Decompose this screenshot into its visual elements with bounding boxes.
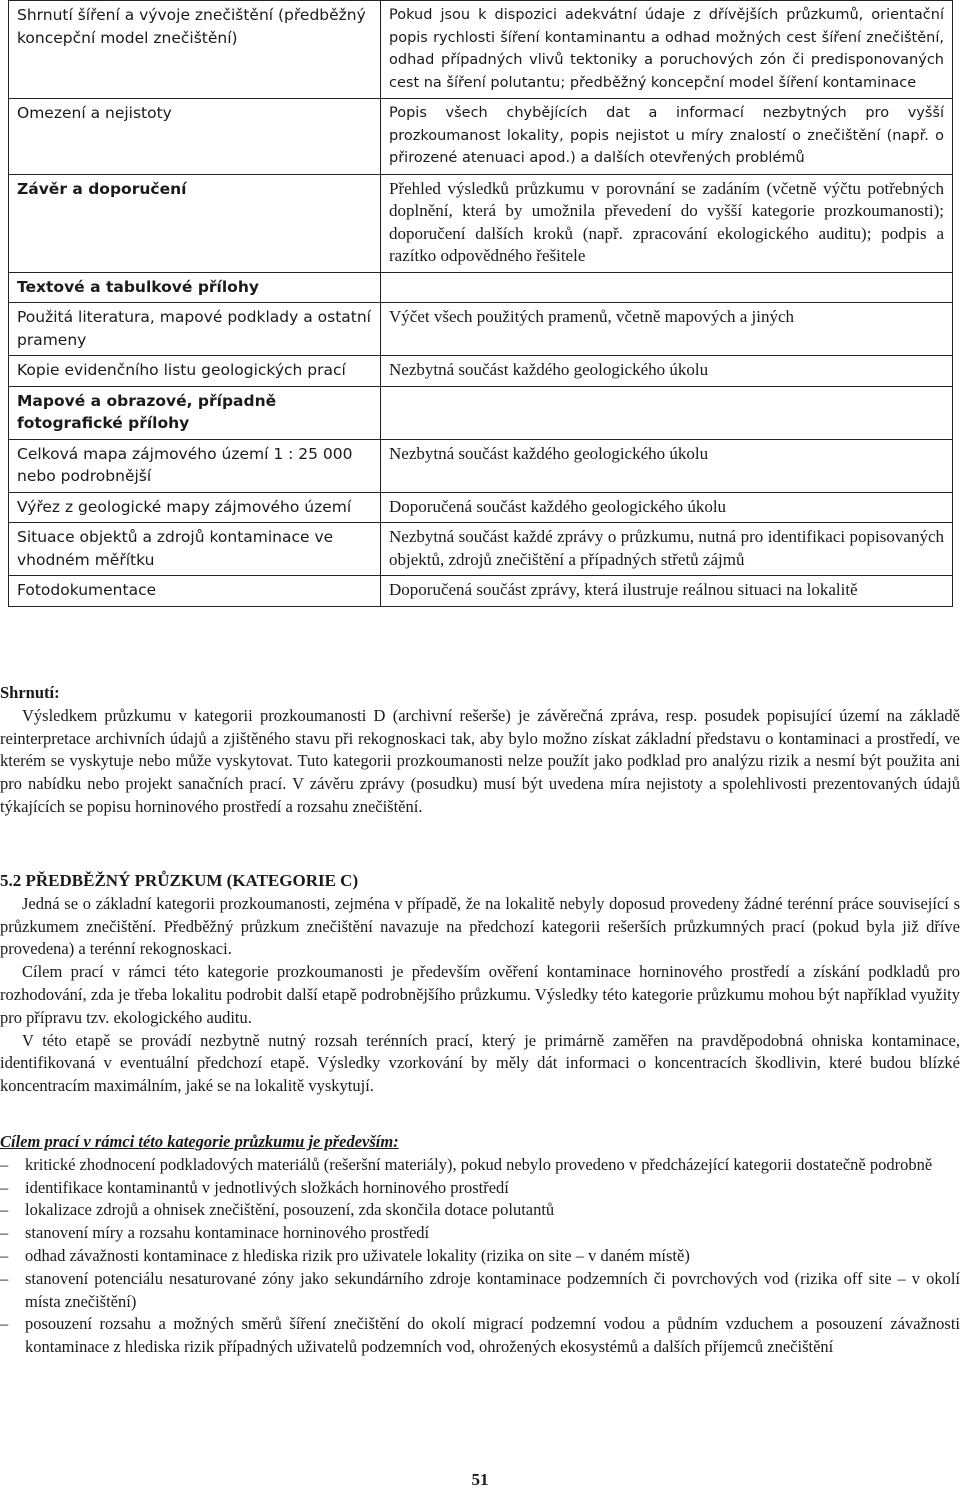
table-cell-item: Shrnutí šíření a vývoje znečištění (předběžný koncepční model znečištění) [9,1,381,99]
table-row [9,386,953,439]
table-cell-item: Použitá literatura, mapové podklady a ostatní prameny [9,303,381,356]
table-row [9,303,953,356]
table-cell-item: Závěr a doporučení [9,174,381,272]
goals-block [0,1131,960,1359]
goals-list [0,1154,960,1359]
table-row [9,439,953,492]
list-item-text: stanovení potenciálu nesaturované zóny jako sekundárního zdroje kontaminace podzemních či povrchových vod (rizika off site – v okolí místa znečištění) [25,1268,960,1311]
list-item-text: identifikace kontaminantů v jednotlivých složkách horninového prostředí [25,1177,509,1197]
table-cell-description: Nezbytná součást každého geologického úkolu [381,356,953,387]
table-cell-description [381,272,953,303]
table-row [9,356,953,387]
table-cell-item: Mapové a obrazové, případně fotografické přílohy [9,386,381,439]
dash-bullet: – [0,1154,9,1174]
list-item [0,1177,960,1200]
dash-bullet: – [0,1177,9,1197]
list-item-text: posouzení rozsahu a možných směrů šíření znečištění do okolí migrací podzemní vodou a půdním vzduchem a posouzení závažnosti kontaminace z hlediska rizik případných uživatelů podzemních vod, ohrožených ekosystémů a dalších příjemců znečištění [25,1314,960,1357]
list-item [0,1245,960,1268]
table-cell-description: Přehled výsledků průzkumu v porovnání se zadáním (včetně výčtu potřebných doplnění, která by umožnila převedení do vyšší kategorie prozkoumanosti); doporučení dalších kroků (např. zpracování ekologického auditu); podpis a razítko odpovědného řešitele [381,174,953,272]
table-row [9,174,953,272]
list-item [0,1222,960,1245]
summary-block [0,682,960,819]
report-contents-table-body [9,1,953,607]
dash-bullet: – [0,1223,9,1243]
table-cell-item: Kopie evidenčního listu geologických prací [9,356,381,387]
table-cell-description: Pokud jsou k dispozici adekvátní údaje z dřívějších průzkumů, orientační popis rychlosti šíření kontaminantu a odhad možných cest šíření znečištění, odhad případných vlivů tektoniky a poruchových zón či predisponovaných cest na šíření polutantu; předběžný koncepční model šíření kontaminace [381,1,953,99]
table-row [9,272,953,303]
table-cell-description: Nezbytná součást každé zprávy o průzkumu, nutná pro identifikaci popisovaných objektů, zdrojů znečištění a případných střetů zájmů [381,523,953,576]
table-cell-description [381,386,953,439]
list-item [0,1268,960,1314]
table-cell-item: Výřez z geologické mapy zájmového území [9,492,381,523]
summary-heading: Shrnutí: [0,683,60,702]
table-row [9,523,953,576]
report-contents-table [8,0,953,607]
table-row [9,1,953,99]
section-heading: 5.2 PŘEDBĚŽNÝ PRŮZKUM (KATEGORIE C) [0,871,359,890]
list-item-text: stanovení míry a rozsahu kontaminace horninového prostředí [25,1223,430,1243]
list-item [0,1313,960,1359]
section-paragraph: Cílem prací v rámci této kategorie prozkoumanosti je především ověření kontaminace horninového prostředí a získání podkladů pro rozhodování, zda je třeba lokalitu podrobit další etapě podrobnějšího průzkumu. Výsledky této kategorie průzkumu mohou být například využity pro přípravu tzv. ekologického auditu. [0,962,960,1027]
list-item [0,1154,960,1177]
dash-bullet: – [0,1245,9,1265]
dash-bullet: – [0,1314,9,1334]
section-paragraph: V této etapě se provádí nezbytně nutný rozsah terénních prací, který je primárně zaměřen na pravděpodobná ohniska kontaminace, identifikovaná v eventuální předchozí etapě. Výsledky vzorkování by měly dát informaci o koncentracích škodlivin, které budou blízké koncentracím maximálním, jaké se na lokalitě vyskytují. [0,1030,960,1096]
section-paragraph: Jedná se o základní kategorii prozkoumanosti, zejména v případě, že na lokalitě nebyly doposud provedeny žádné terénní práce související s průzkumem znečištění. Předběžný průzkum znečištění navazuje na předchozí kategorii rešerších průzkumných prací (pokud byla již dříve provedena) a terénní rekognoskaci. [0,893,960,959]
table-cell-item: Situace objektů a zdrojů kontaminace ve vhodném měřítku [9,523,381,576]
table-row [9,576,953,607]
table-cell-description: Výčet všech použitých pramenů, včetně mapových a jiných [381,303,953,356]
page-number: 51 [471,1470,489,1489]
section-block [0,870,960,1098]
list-item-text: kritické zhodnocení podkladových materiálů (rešeršní materiály), pokud nebylo provedeno v předcházející kategorii dostatečně podrobně [25,1154,933,1174]
table-cell-description: Doporučená součást každého geologického úkolu [381,492,953,523]
table-cell-item: Celková mapa zájmového území 1 : 25 000 nebo podrobnější [9,439,381,492]
table-cell-item: Omezení a nejistoty [9,99,381,175]
table-cell-description: Popis všech chybějících dat a informací nezbytných pro vyšší prozkoumanost lokality, popis nejistot u míry znalostí o znečištění (např. o přirozené atenuaci apod.) a dalších otevřených problémů [381,99,953,175]
section-paragraphs [0,893,960,1098]
table-cell-item: Textové a tabulkové přílohy [9,272,381,303]
list-item-text: lokalizace zdrojů a ohnisek znečištění, posouzení, zda skončila dotace polutantů [25,1200,555,1220]
goals-heading: Cílem prací v rámci této kategorie průzkumu je především: [0,1132,399,1151]
dash-bullet: – [0,1200,9,1220]
table-cell-description: Doporučená součást zprávy, která ilustruje reálnou situaci na lokalitě [381,576,953,607]
list-item [0,1199,960,1222]
dash-bullet: – [0,1268,9,1288]
table-row [9,99,953,175]
table-cell-description: Nezbytná součást každého geologického úkolu [381,439,953,492]
table-cell-item: Fotodokumentace [9,576,381,607]
summary-paragraph: Výsledkem průzkumu v kategorii prozkoumanosti D (archivní rešerše) je závěrečná zpráva, resp. posudek popisující území na základě reinterpretace archivních údajů a zjištěného stavu při rekognoskaci tak, aby bylo možno získat základní představu o kontaminaci a prostředí, ve kterém se vyskytuje nebo může vyskytovat. Tuto kategorii prozkoumanosti nelze použít jako podklad pro analýzu rizik a nesmí být použita ani pro nabídku nebo projekt sanačních prací. V závěru zprávy (posudku) musí být uvedena míra nejistoty a spolehlivosti prezentovaných údajů týkajících se popisu horninového prostředí a rozsahu znečištění. [0,705,960,816]
table-row [9,492,953,523]
list-item-text: odhad závažnosti kontaminace z hlediska rizik pro uživatele lokality (rizika on site – v daném místě) [25,1245,690,1265]
